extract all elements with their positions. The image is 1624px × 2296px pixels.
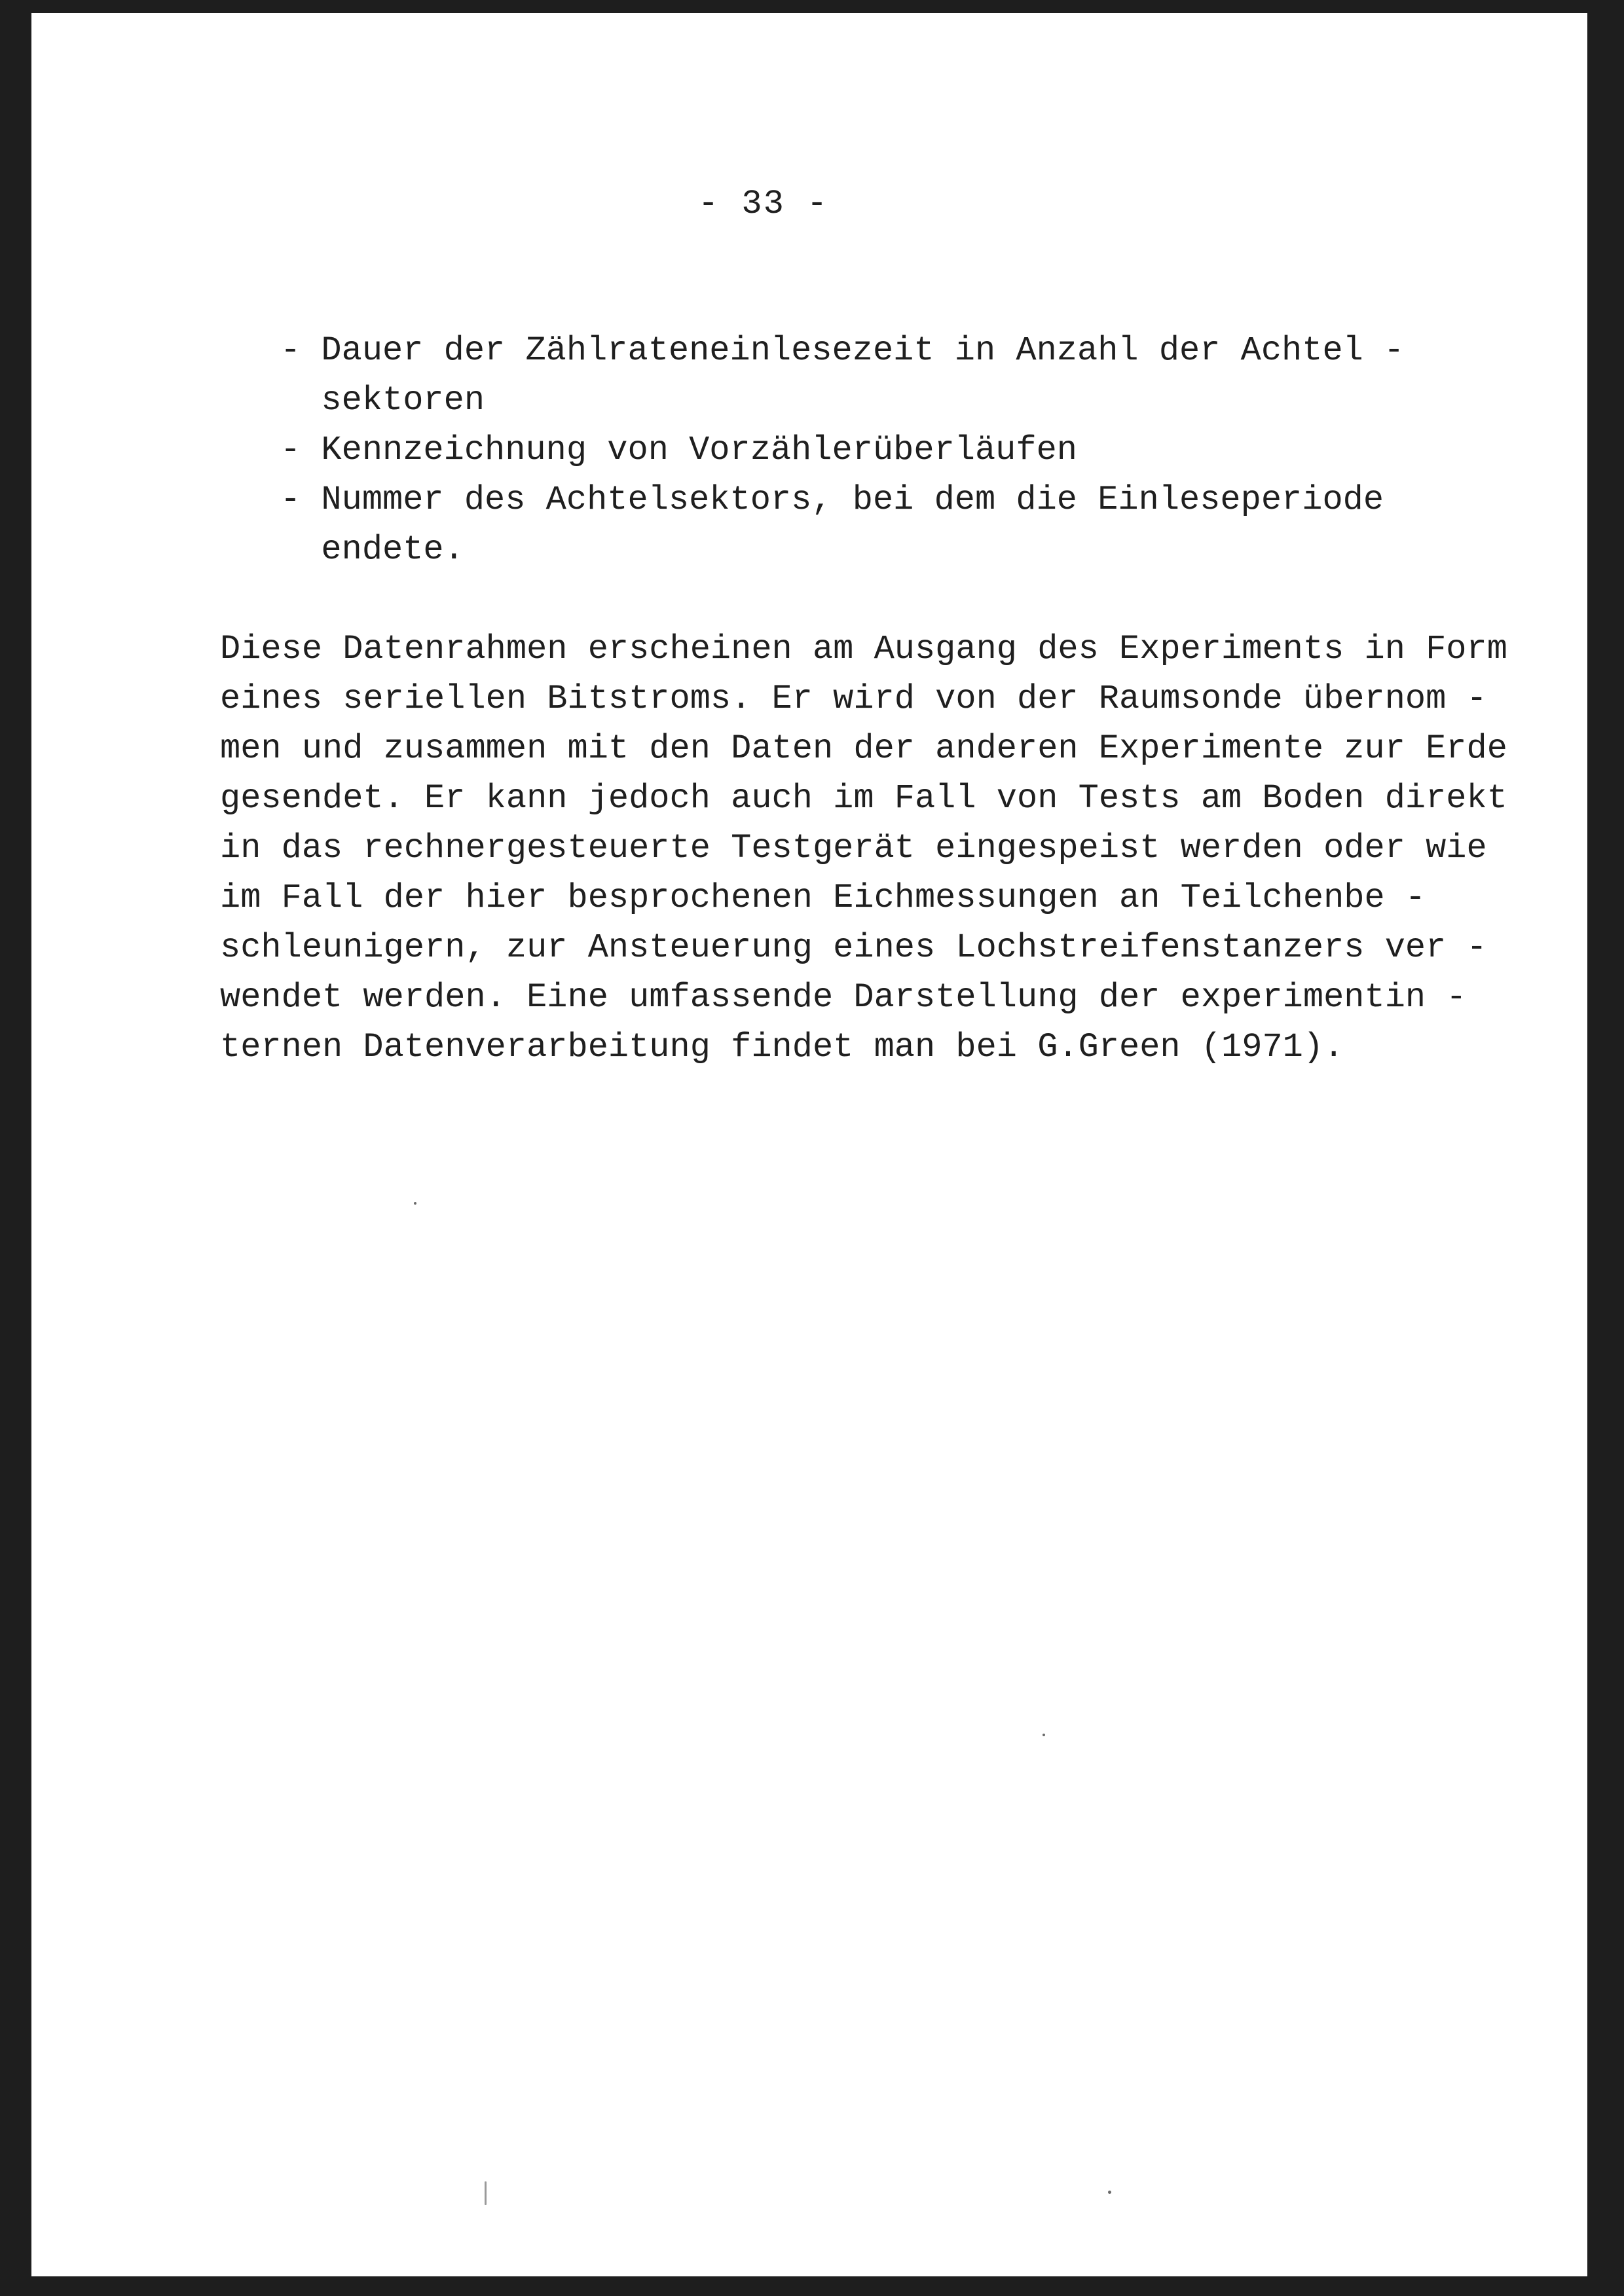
paragraph-line: schleunigern, zur Ansteuerung eines Lochstreifenstanzers ver - xyxy=(220,928,1487,967)
paragraph-line: wendet werden. Eine umfassende Darstellung der experimentin - xyxy=(220,978,1467,1017)
paragraph-line: Diese Datenrahmen erscheinen am Ausgang des Experiments in Form xyxy=(220,630,1507,668)
scan-speck xyxy=(1043,1734,1045,1736)
scan-speck xyxy=(1108,2191,1111,2194)
list-line: - Kennzeichnung von Vorzählerüberläufen xyxy=(280,431,1077,469)
list-line: endete. xyxy=(280,530,464,569)
paragraph-line: eines seriellen Bitstroms. Er wird von der Raumsonde übernom - xyxy=(220,680,1487,718)
scan-speck xyxy=(414,1202,416,1205)
list-line: - Dauer der Zählrateneinlesezeit in Anzahl der Achtel - xyxy=(280,331,1405,370)
paragraph-line: in das rechnergesteuerte Testgerät eingespeist werden oder wie xyxy=(220,829,1487,867)
paragraph-line: ternen Datenverarbeitung findet man bei G.Green (1971). xyxy=(220,1028,1344,1066)
document-page xyxy=(31,13,1587,2276)
list-line: - Nummer des Achtelsektors, bei dem die Einleseperiode xyxy=(280,481,1384,519)
scan-mark xyxy=(485,2181,487,2205)
paragraph-line: im Fall der hier besprochenen Eichmessungen an Teilchenbe - xyxy=(220,879,1426,917)
page-number: - 33 - xyxy=(698,185,829,223)
list-line: sektoren xyxy=(280,381,485,420)
paragraph-line: gesendet. Er kann jedoch auch im Fall von Tests am Boden direkt xyxy=(220,779,1507,818)
paragraph-line: men und zusammen mit den Daten der anderen Experimente zur Erde xyxy=(220,729,1507,768)
